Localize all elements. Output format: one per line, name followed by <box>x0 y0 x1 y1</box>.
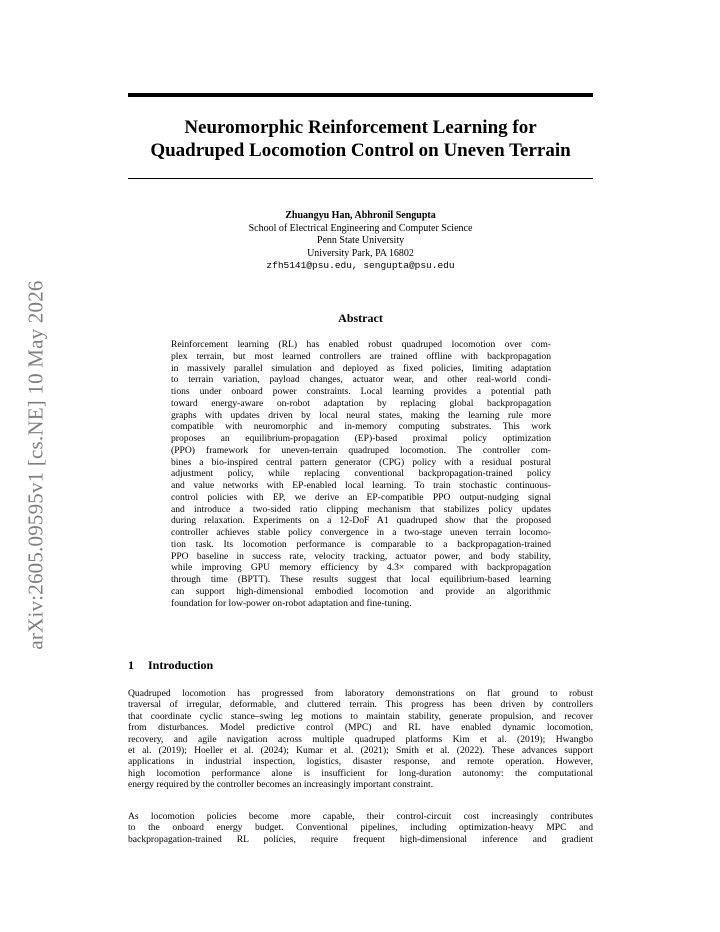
paragraph-line: Quadruped locomotion has progressed from laboratory demonstrations on flat ground to robust <box>128 688 593 699</box>
abstract-line: while improving GPU memory efficiency by 4.3× compared with backpropagation <box>171 562 551 574</box>
paragraph-line: energy required by the controller becomes an increasingly important constraint. <box>128 779 434 791</box>
affiliation-line: School of Electrical Engineering and Computer Science <box>248 222 473 234</box>
title-top-rule <box>128 93 593 97</box>
abstract-line: plex terrain, but most learned controllers are trained offline with backpropagation <box>171 350 551 362</box>
abstract-line: adjustment policy, while replacing conventional backpropagation-trained policy <box>171 468 551 480</box>
abstract-line: through time (BPTT). These results suggest that local equilibrium-based learning <box>171 574 551 585</box>
abstract-line: during relaxation. Experiments on a 12-DoF A1 quadruped show that the proposed <box>171 515 551 527</box>
affiliation-line: University Park, PA 16802 <box>307 247 414 259</box>
paragraph-line: high locomotion performance alone is insufficient for long-duration autonomy: the computational <box>128 767 593 779</box>
section-title: Introduction <box>148 658 214 672</box>
abstract-line: toward energy-aware on-robot adaptation by replacing global backpropagation <box>171 397 551 409</box>
abstract-line: bines a bio-inspired central pattern generator (CPG) policy with a residual postural <box>171 456 551 468</box>
abstract-line: PPO baseline in success rate, velocity tracking, actuator power, and body stability, <box>171 550 551 562</box>
paragraph-line: that coordinate cyclic stance–swing leg motions to maintain stability, generate propulsion, and recover <box>128 710 593 722</box>
abstract-line: Reinforcement learning (RL) has enabled robust quadruped locomotion over com- <box>171 339 551 350</box>
abstract-body <box>171 339 551 609</box>
paragraph-line: recovery, and agile navigation across multiple quadruped platforms Kim et al. (2019); Hwangbo <box>128 733 593 745</box>
abstract-line: compatible with neuromorphic and in-memory computing substrates. This work <box>171 421 551 433</box>
author-block <box>128 210 593 273</box>
intro-paragraph-2 <box>128 811 593 845</box>
abstract-line: control policies with EP, we derive an EP-compatible PPO output-nudging signal <box>171 491 551 503</box>
paragraph-line: backpropagation-trained RL policies, require frequent high-dimensional inference and gradient <box>128 833 593 845</box>
abstract-line: and introduce a two-sided ratio clipping mechanism that stabilizes policy updates <box>171 503 551 515</box>
paragraph-line: applications in industrial inspection, logistics, disaster response, and remote operation. However, <box>128 756 593 768</box>
author-emails: zfh5141@psu.edu, sengupta@psu.edu <box>266 260 455 271</box>
abstract-line: to terrain variation, payload changes, actuator wear, and other real-world condi- <box>171 374 551 386</box>
abstract-line: tion task. Its locomotion performance is comparable to a backpropagation-trained <box>171 538 551 550</box>
abstract-line: tions under onboard power constraints. Local learning provides a potential path <box>171 386 551 397</box>
abstract-line: controller achieves stable policy convergence in a two-stage uneven terrain locomo- <box>171 527 551 538</box>
abstract-line: graphs with updates driven by local neural states, making the learning rule more <box>171 409 551 421</box>
title-bottom-rule <box>128 178 593 179</box>
abstract-line: proposes an equilibrium-propagation (EP)-based proximal policy optimization <box>171 433 551 444</box>
paragraph-line: traversal of irregular, deformable, and cluttered terrain. This progress has been driven by controllers <box>128 699 593 711</box>
affiliation-line: Penn State University <box>316 235 405 246</box>
intro-paragraph-1 <box>128 688 593 791</box>
title-line-1: Neuromorphic Reinforcement Learning for <box>184 117 537 138</box>
abstract-line: foundation for low-power on-robot adaptation and fine-tuning. <box>171 597 412 609</box>
section-heading <box>128 658 213 673</box>
abstract-line: and value networks with EP-enabled local learning. To train stochastic continuous- <box>171 480 551 491</box>
author-names: Zhuangyu Han, Abhronil Sengupta <box>285 210 436 221</box>
abstract-heading: Abstract <box>338 311 383 325</box>
abstract-line: in massively parallel simulation and deployed as fixed policies, limiting adaptation <box>171 362 551 374</box>
paragraph-line: et al. (2019); Hoeller et al. (2024); Kumar et al. (2021); Smith et al. (2022). These advances support <box>128 745 593 757</box>
paper-title <box>128 116 593 162</box>
paragraph-line: to the onboard energy budget. Conventional pipelines, including optimization-heavy MPC and <box>128 822 593 834</box>
abstract-line: (PPO) framework for uneven-terrain quadruped locomotion. The controller com- <box>171 444 551 456</box>
title-line-2: Quadruped Locomotion Control on Uneven Terrain <box>150 140 571 161</box>
section-number: 1 <box>128 658 134 672</box>
abstract-line: can support high-dimensional embodied locomotion and provide an algorithmic <box>171 585 551 597</box>
arxiv-identifier: arXiv:2605.09595v1 [cs.NE] 10 May 2026 <box>23 280 48 650</box>
paragraph-line: As locomotion policies become more capable, their control-circuit cost increasingly contributes <box>128 811 593 822</box>
paragraph-line: from disturbances. Model predictive control (MPC) and RL have enabled dynamic locomotion, <box>128 722 593 734</box>
